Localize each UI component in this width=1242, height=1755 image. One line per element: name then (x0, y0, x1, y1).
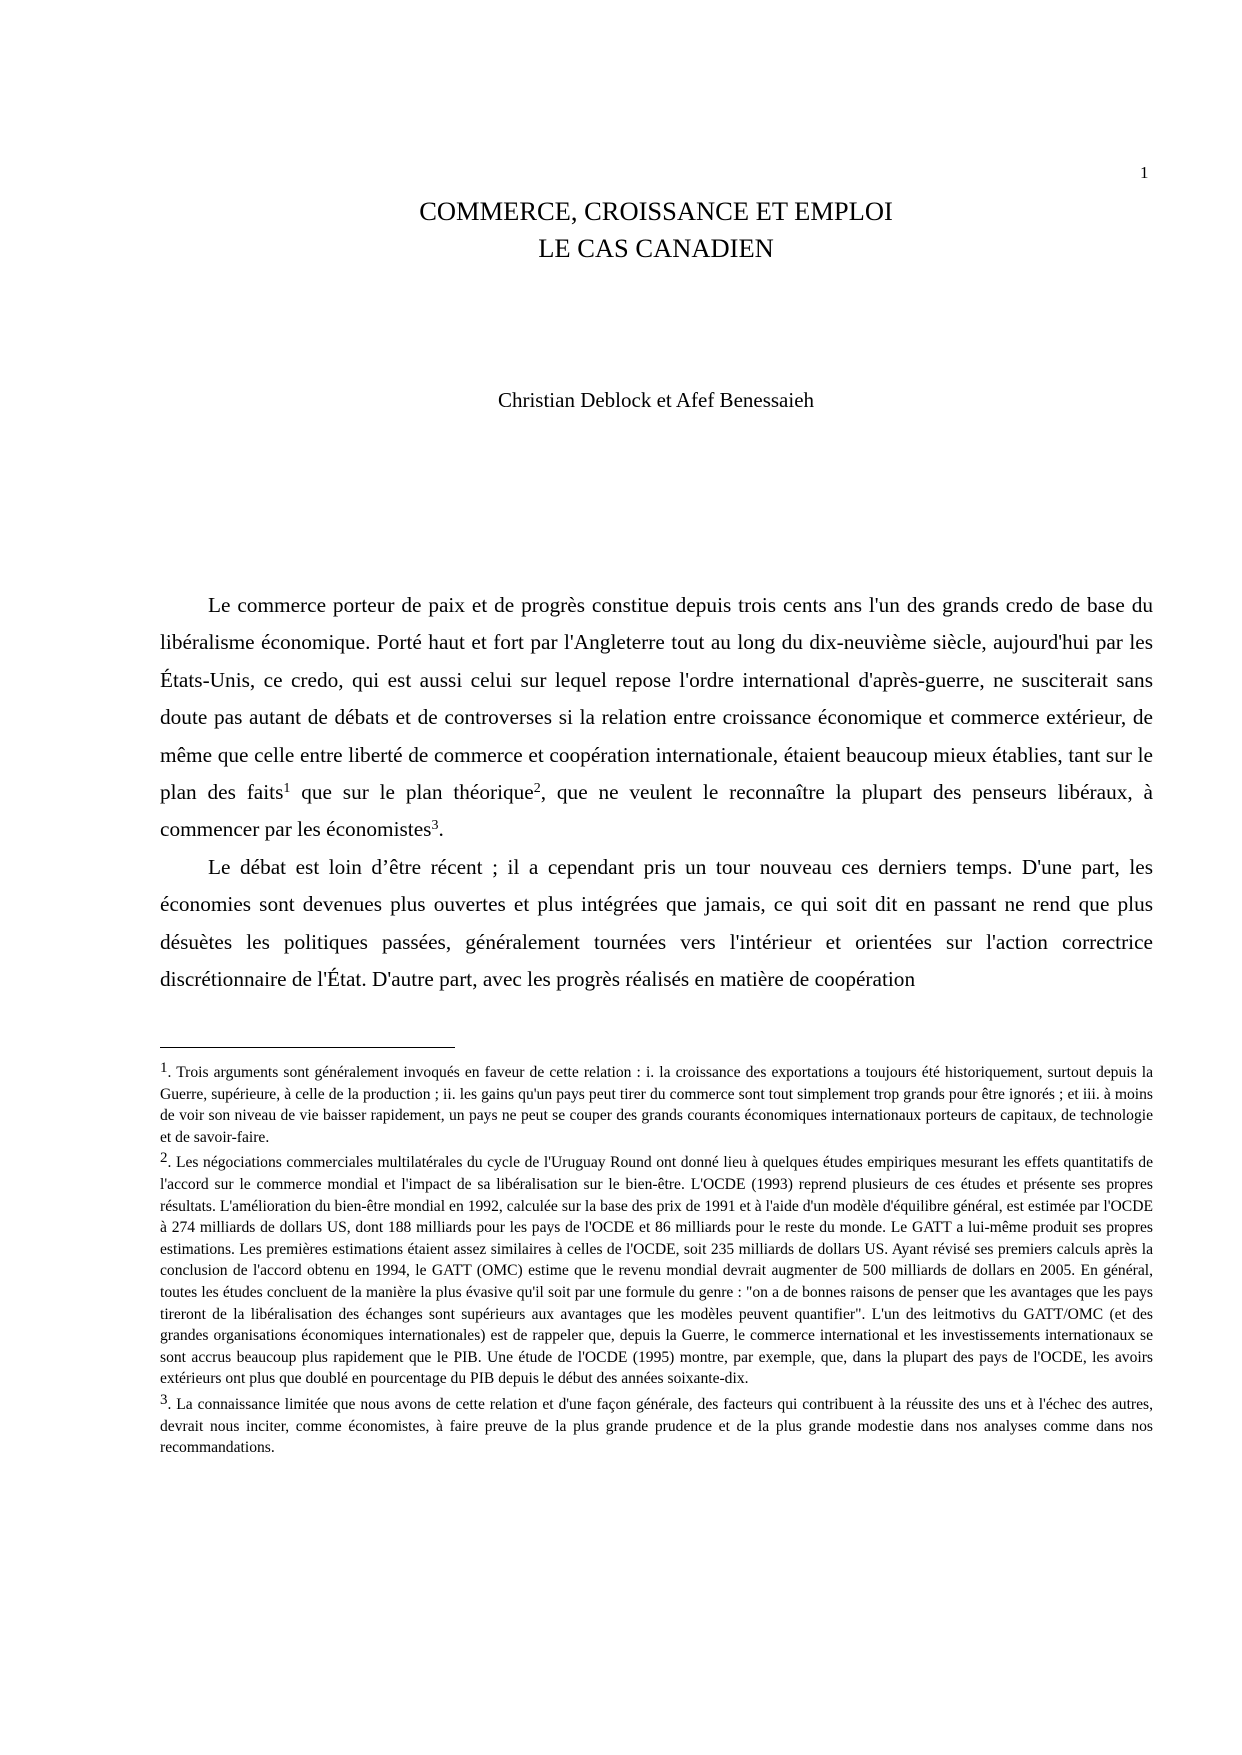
footnote-number: 2 (160, 1150, 168, 1167)
footnote-number: 1 (160, 1060, 168, 1076)
paragraph-text: Le débat est loin d’être récent ; il a cependant pris un tour nouveau ces derniers temps. D'une part, les économies sont devenues plus ouvertes et plus intégrées que jamais, ce qui soit dit en passant ne rend que plus désuètes les politiques passées, généralement tournées vers l'intérieur et orientées sur l'action correctrice discrétionnaire de l'État. D'autre part, avec les progrès réalisés en matière de coopération (160, 854, 1153, 992)
paragraph-text: . (438, 817, 444, 842)
body-text (160, 587, 1153, 998)
page-number: 1 (1140, 163, 1149, 182)
title-line-1: COMMERCE, CROISSANCE ET EMPLOI (419, 196, 893, 226)
footnote-text: . Trois arguments sont généralement invoqués en faveur de cette relation : i. la croissance des exportations a toujours été historiquement, surtout depuis la Guerre, supérieure, à celle de la production ; ii. les gains qu'un pays peut tirer du commerce sont tout simplement trop grands pour être ignorés ; et iii. à moins de voir son niveau de vie baisser rapidement, un pays ne peut se couper des grands courants économiques internationaux porteurs de capitaux, de technologie et de savoir-faire. (160, 1064, 1153, 1146)
footnote-separator (160, 1047, 455, 1048)
footnote-ref[interactable]: 1 (283, 781, 291, 797)
authors: Christian Deblock et Afef Benessaieh (497, 388, 815, 412)
title-line-2: LE CAS CANADIEN (538, 233, 774, 263)
footnote (160, 1391, 1153, 1459)
footnote-text: . Les négociations commerciales multilatérales du cycle de l'Uruguay Round ont donné lieu à quelques études empiriques mesurant les effets quantitatifs de l'accord sur le commerce mondial et l'impact de sa libéralisation sur le bien-être. L'OCDE (1993) reprend plusieurs de ces études et présente ses propres résultats. L'amélioration du bien-être mondial en 1992, calculée sur la base des prix de 1991 et à l'aide d'un modèle d'équilibre général, est estimée par l'OCDE à 274 milliards de dollars US, dont 188 milliards pour les pays de l'OCDE et 86 milliards pour le reste du monde. Le GATT a lui-même produit ses propres estimations. Les premières estimations étaient assez similaires à celles de l'OCDE, soit 235 milliards de dollars US. Ayant révisé ses premiers calculs après la conclusion de l'accord obtenu en 1994, le GATT (OMC) estime que le revenu mondial devrait augmenter de 500 milliards de dollars en 2005. En général, toutes les études concluent de la manière la plus évasive qu'il soit par une formule du genre : "on a de bonnes raisons de penser que les avantages que les pays tireront de la libéralisation des échanges sont supérieurs aux avantages que les modèles peuvent quantifier". L'un des leitmotivs du GATT/OMC (et des grandes organisations économiques internationales) est de rappeler que, depuis la Guerre, le commerce international et les investissements internationaux se sont accrus beaucoup plus rapidement que le PIB. Une étude de l'OCDE (1995) montre, par exemple, que, dans la plupart des pays de l'OCDE, les avoirs extérieurs ont plus que doublé en pourcentage du PIB depuis le début des années soixante-dix. (160, 1154, 1153, 1388)
footnote-number: 3 (160, 1391, 168, 1408)
document-title (0, 193, 1242, 267)
footnote-text: . La connaissance limitée que nous avons de cette relation et d'une façon générale, des facteurs qui contribuent à la réussite des uns et à l'échec des autres, devrait nous inciter, comme économistes, à faire preuve de la plus grande prudence et de la plus grande modestie dans nos analyses comme dans nos recommandations. (160, 1395, 1153, 1457)
footnote-ref[interactable]: 2 (533, 781, 541, 797)
paragraph (160, 587, 1153, 849)
paragraph (160, 849, 1153, 999)
footnote (160, 1062, 1153, 1148)
paragraph-text: que sur le plan théorique (290, 780, 534, 805)
footnote-ref[interactable]: 3 (431, 818, 439, 834)
footnote (160, 1152, 1153, 1390)
paragraph-text: Le commerce porteur de paix et de progrès constitue depuis trois cents ans l'un des grands credo de base du libéralisme économique. Porté haut et fort par l'Angleterre tout au long du dix-neuvième siècle, aujourd'hui par les États-Unis, ce credo, qui est aussi celui sur lequel repose l'ordre international d'après-guerre, ne susciterait sans doute pas autant de débats et de controverses si la relation entre croissance économique et commerce extérieur, de même que celle entre liberté de commerce et coopération internationale, étaient beaucoup mieux établies, tant sur le plan des faits (160, 593, 1153, 805)
paragraph-text: , que ne veulent le reconnaître la plupart des penseurs libéraux, à commencer par les économistes (160, 780, 1153, 842)
footnotes (160, 1062, 1153, 1463)
